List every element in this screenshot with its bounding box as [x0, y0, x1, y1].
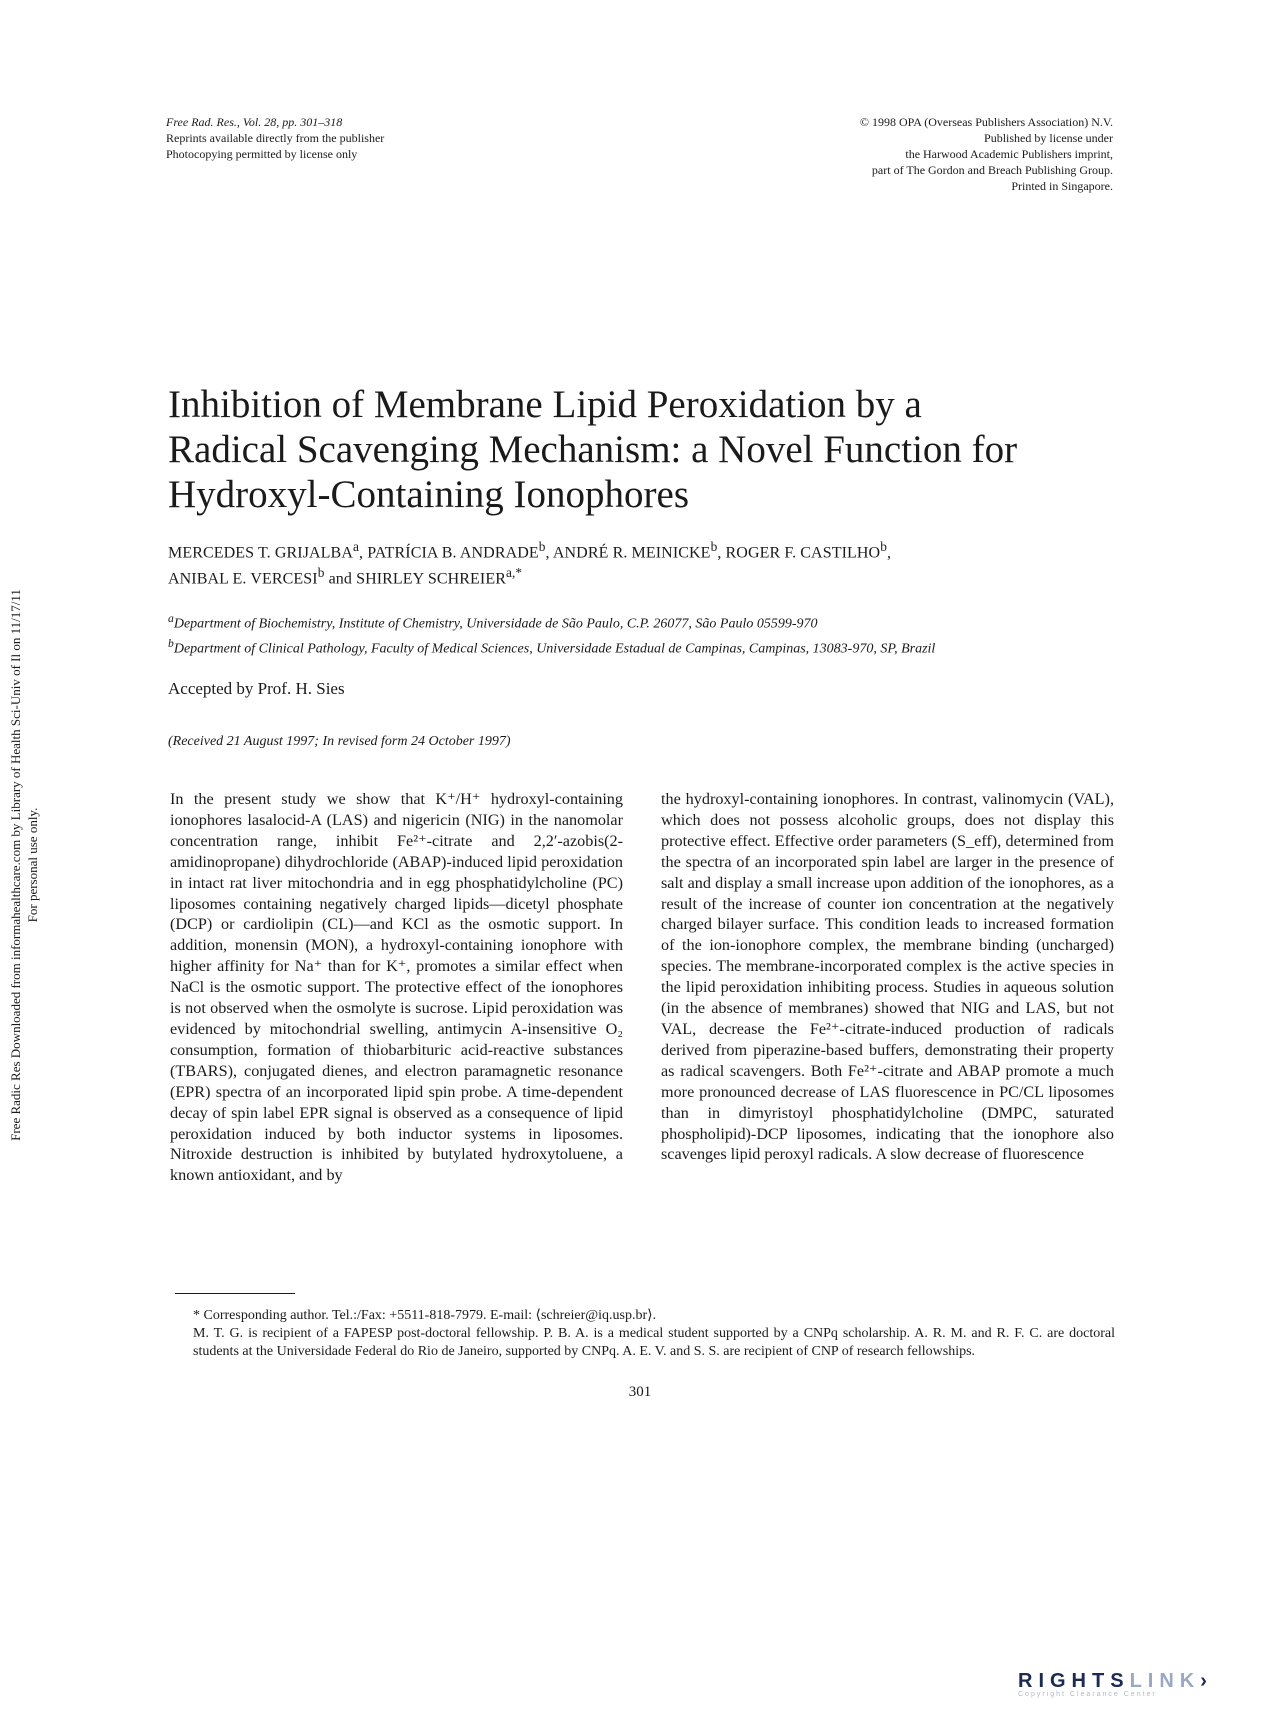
abstract-column-right — [661, 789, 1114, 1165]
author-separator: , — [886, 544, 892, 562]
article-title — [168, 382, 1108, 517]
rightslink-logo[interactable] — [1018, 1670, 1258, 1706]
author-affil-sup: b — [317, 565, 325, 581]
funding-note: M. T. G. is recipient of a FAPESP post-doctoral fellowship. P. B. A. is a medical student supported by a CNPq scholarship. A. R. M. and R. F. C. are doctoral students at the Universidade Federal do Rio de Janeiro, supported by CNPq. A. E. V. and S. S. are recipient of CNP of research fellowships. — [193, 1326, 1115, 1359]
author-name: , ANDRÉ R. MEINICKE — [545, 544, 711, 562]
chevron-right-icon: › — [1200, 1670, 1213, 1692]
reprints-note: Reprints available directly from the publisher — [166, 131, 385, 145]
author-line — [168, 563, 1108, 589]
author-name: , PATRÍCIA B. ANDRADE — [359, 544, 539, 562]
page-number: 301 — [628, 1384, 652, 1400]
download-watermark — [0, 505, 48, 1225]
rightslink-wordmark — [1018, 1670, 1258, 1693]
corresponding-author-note: * Corresponding author. Tel.:/Fax: +5511-818-7979. E-mail: ⟨schreier@iq.usp.br⟩. — [193, 1308, 657, 1323]
publisher-header-right — [860, 114, 1113, 194]
imprint-line: the Harwood Academic Publishers imprint, — [905, 147, 1113, 161]
author-name: ANIBAL E. VERCESI — [168, 570, 318, 588]
abstract-column-left — [170, 789, 623, 1186]
author-list — [168, 537, 1108, 590]
footnote-divider — [175, 1293, 295, 1294]
affil-sup: a — [168, 612, 174, 625]
author-line — [168, 537, 1108, 563]
author-affil-sup: b — [880, 539, 887, 554]
watermark-line: Free Radic Res Downloaded from informahealthcare.com by Library of Health Sci-Univ of Il on 11/17/11 — [8, 589, 23, 1141]
watermark-line: For personal use only. — [25, 807, 40, 923]
received-dates: (Received 21 August 1997; In revised form 24 October 1997) — [168, 734, 511, 749]
watermark-text — [7, 589, 41, 1141]
author-name: and SHIRLEY SCHREIER — [324, 570, 506, 588]
author-name: MERCEDES T. GRIJALBA — [168, 544, 353, 562]
affiliations — [168, 609, 1128, 658]
abstract-paragraph: In the present study we show that K⁺/H⁺ hydroxyl-containing ionophores lasalocid-A (LAS) and nigericin (NIG) in the nanomolar concentration range, inhibit Fe²⁺-citrate and 2,2′-azobis(2-amidinopropane) dihydrochloride (ABAP)-induced lipid peroxidation in intact rat liver mitochondria and in egg phosphatidylcholine (PC) liposomes containing negatively charged lipids—dicetyl phosphate (DCP) or cardiolipin (CL)—and KCl as the osmotic support. In addition, monensin (MON), a hydroxyl-containing ionophore with higher affinity for Na⁺ than for K⁺, promotes a similar effect when NaCl is the osmotic support. The protective effect of the ionophores is not observed when the osmolyte is sucrose. Lipid peroxidation was evidenced by mitochondrial swelling, antimycin A-insensitive O₂ consumption, formation of thiobarbituric acid-reactive substances (TBARS), conjugated dienes, and electron paramagnetic resonance (EPR) spectra of an incorporated lipid spin probe. A time-dependent decay of spin label EPR signal is observed as a consequence of lipid peroxidation induced by both inductor systems in liposomes. Nitroxide destruction is inhibited by butylated hydroxytoluene, a known antioxidant, and by — [170, 790, 623, 1185]
abstract-paragraph: the hydroxyl-containing ionophores. In contrast, valinomycin (VAL), which does not possess alcoholic groups, does not display this protective effect. Effective order parameters (S_eff), determined from the spectra of an incorporated spin label are larger in the presence of salt and display a small increase upon addition of the ionophores, as a result of the increase of counter ion concentration at the negatively charged bilayer surface. This condition leads to increased formation of the ion-ionophore complex, the membrane binding (uncharged) species. The membrane-incorporated complex is the active species in the lipid peroxidation inhibiting process. Studies in aqueous solution (in the absence of membranes) showed that NIG and LAS, but not VAL, decrease the Fe²⁺-citrate-induced production of radicals derived from piperazine-based buffers, demonstrating their property as radical scavengers. Both Fe²⁺-citrate and ABAP promote a much more pronounced decrease of LAS fluorescence in PC/CL liposomes than in dimyristoyl phosphatidylcholine (DMPC, saturated phospholipid)-DCP liposomes, indicating that the ionophore also scavenges lipid peroxyl radicals. A slow decrease of fluorescence — [661, 790, 1114, 1164]
journal-header-left — [166, 114, 384, 162]
title-line: Inhibition of Membrane Lipid Peroxidation by a — [168, 383, 922, 426]
printed-line: Printed in Singapore. — [1011, 179, 1113, 193]
author-name: , ROGER F. CASTILHO — [717, 544, 881, 562]
rightslink-dark: RIGHTS — [1018, 1670, 1130, 1692]
accepted-by: Accepted by Prof. H. Sies — [168, 679, 345, 698]
copyright-line: © 1998 OPA (Overseas Publishers Association) N.V. — [859, 115, 1113, 129]
license-line: Published by license under — [984, 131, 1113, 145]
affiliation-a — [168, 609, 1128, 634]
photocopy-note: Photocopying permitted by license only — [166, 147, 358, 161]
affiliation-b — [168, 634, 1128, 659]
title-line: Hydroxyl-Containing Ionophores — [168, 473, 690, 516]
journal-citation: Free Rad. Res., Vol. 28, pp. 301–318 — [166, 115, 343, 129]
author-affil-sup: a,* — [505, 565, 523, 581]
title-line: Radical Scavenging Mechanism: a Novel Function for — [168, 428, 1018, 471]
author-affil-sup: b — [710, 539, 718, 554]
rightslink-light: LINK — [1129, 1670, 1201, 1692]
affil-text: Department of Clinical Pathology, Faculty of Medical Sciences, Universidade Estadual de Campinas, Campinas, 13083-970, SP, Brazil — [173, 641, 936, 657]
group-line: part of The Gordon and Breach Publishing Group. — [871, 163, 1113, 177]
author-affil-sup: a — [352, 539, 360, 554]
footnotes — [173, 1307, 1115, 1361]
affil-text: Department of Biochemistry, Institute of Chemistry, Universidade de São Paulo, C.P. 26077, São Paulo 05599-970 — [173, 616, 818, 632]
author-affil-sup: b — [538, 539, 546, 554]
affil-sup: b — [168, 636, 174, 650]
rightslink-subtitle: Copyright Clearance Center — [1018, 1691, 1157, 1698]
